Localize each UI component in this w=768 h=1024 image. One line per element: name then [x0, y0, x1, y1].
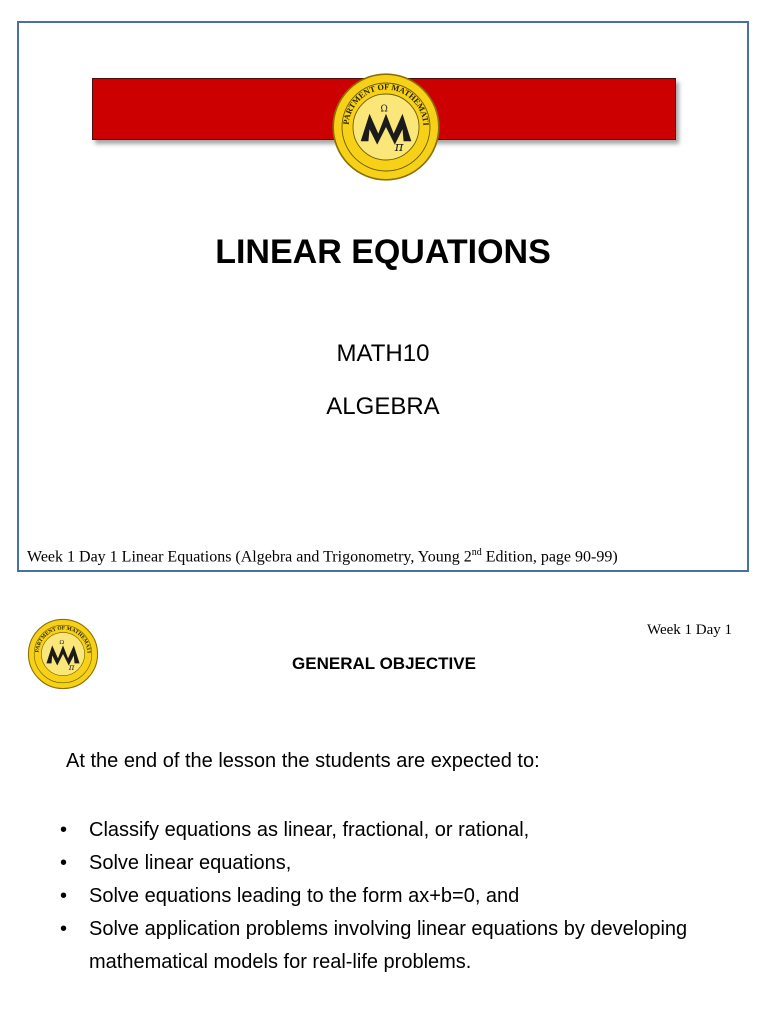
list-item: • Solve application problems involving linear equations by developing mathematical models for real-life problems. — [60, 913, 700, 979]
footer-main: Week 1 Day 1 Linear Equations (Algebra and Trigonometry, Young 2 — [27, 548, 472, 566]
footer-tail: Edition, page 90-99) — [481, 548, 618, 566]
course-code: MATH10 — [336, 340, 430, 367]
title-slide — [17, 21, 749, 572]
objective-intro: At the end of the lesson the students are expected to: — [66, 750, 540, 772]
course-name: ALGEBRA — [326, 393, 440, 420]
list-item: • Classify equations as linear, fractional, or rational, — [60, 814, 700, 847]
objective-heading: GENERAL OBJECTIVE — [292, 654, 476, 673]
footer-superscript: nd — [471, 547, 482, 558]
week-day-label: Week 1 Day 1 — [646, 622, 732, 638]
department-seal-logo — [331, 72, 441, 182]
list-item: • Solve linear equations, — [60, 847, 700, 880]
slide-footer — [27, 547, 618, 566]
list-item: • Solve equations leading to the form ax+b=0, and — [60, 880, 700, 913]
slide-title: LINEAR EQUATIONS — [215, 233, 551, 271]
objective-slide — [0, 578, 768, 1024]
objective-list — [60, 814, 700, 979]
